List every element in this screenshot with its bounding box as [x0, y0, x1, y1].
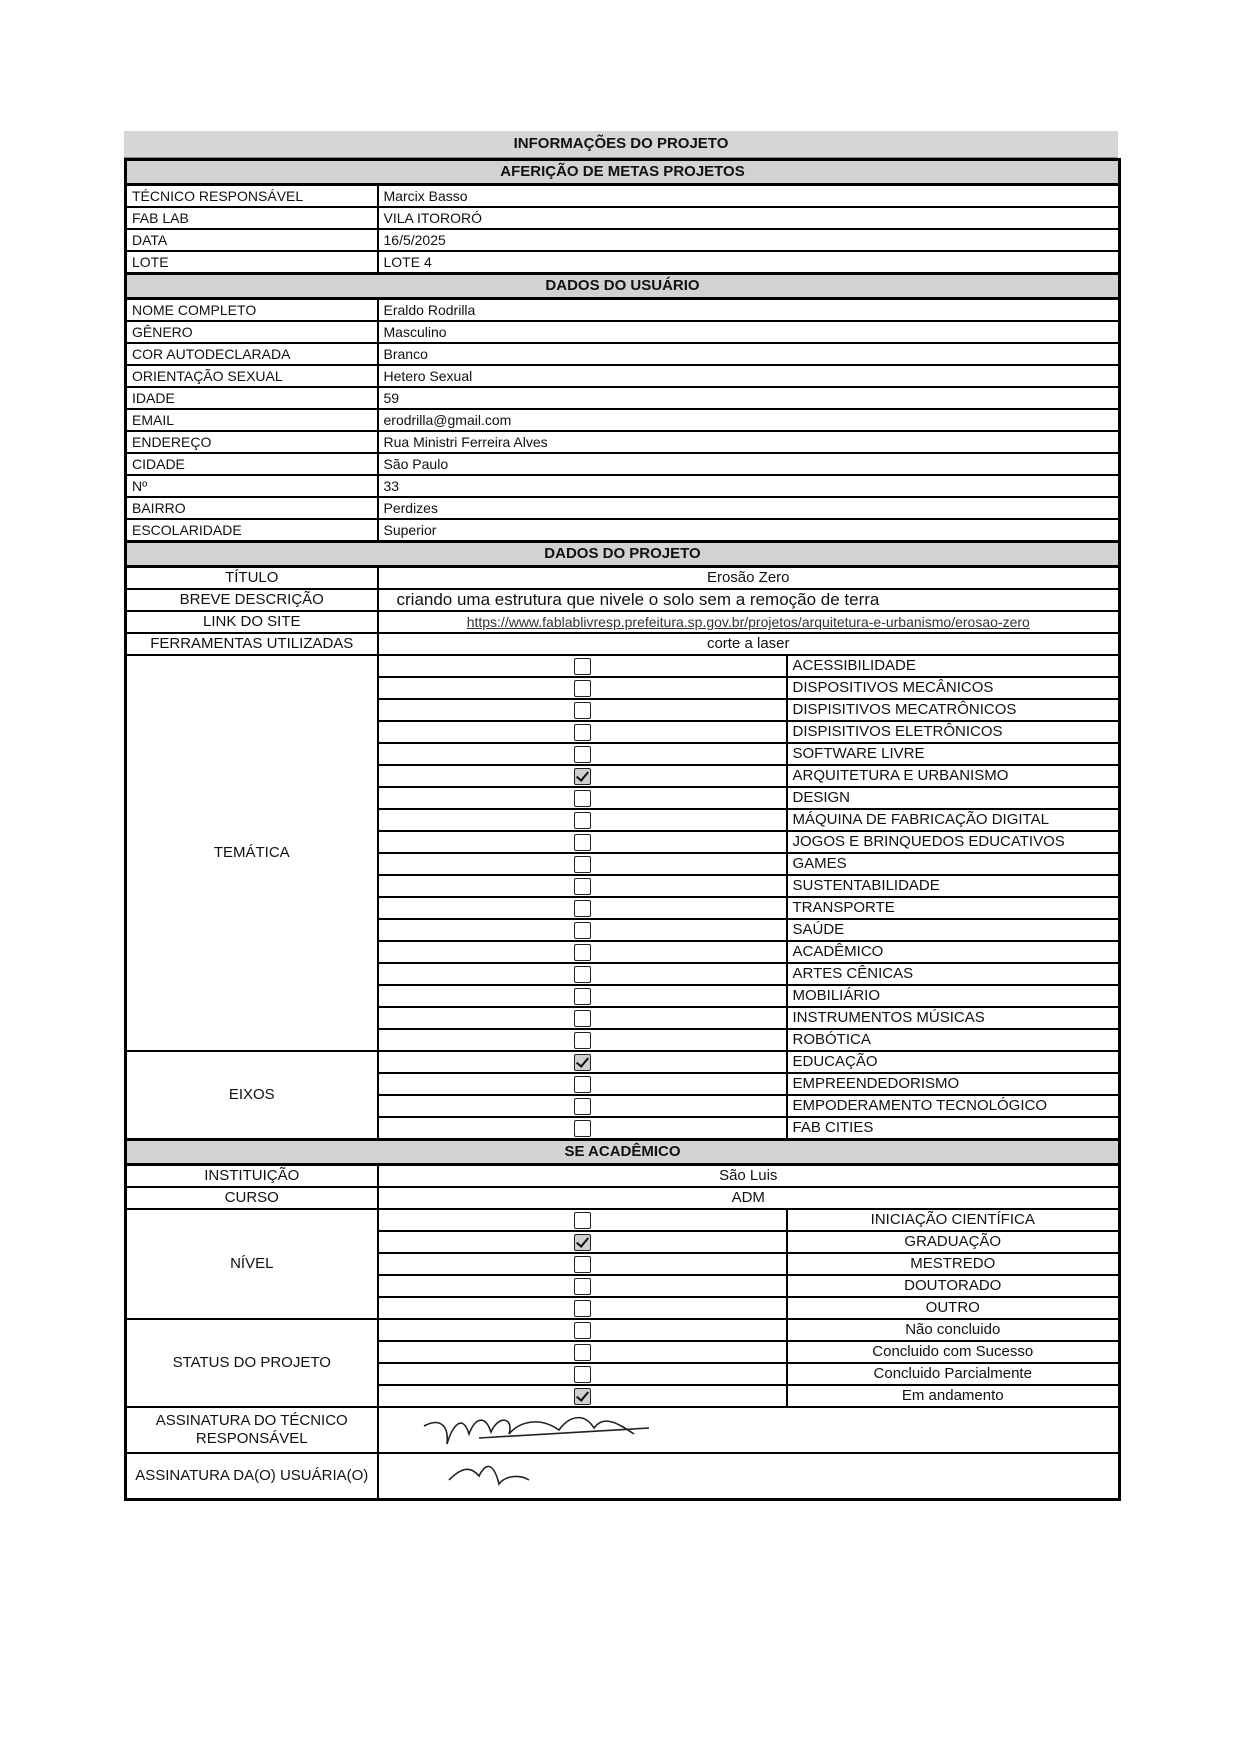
project-info-label: LOTE: [126, 251, 378, 274]
unchecked-checkbox[interactable]: [574, 944, 591, 961]
user-data-label: ESCOLARIDADE: [126, 519, 378, 542]
tematica-option-label: MOBILIÁRIO: [787, 985, 1120, 1007]
user-data-value: erodrilla@gmail.com: [378, 409, 1120, 431]
tematica-option-label: ARQUITETURA E URBANISMO: [787, 765, 1120, 787]
unchecked-checkbox[interactable]: [574, 724, 591, 741]
titulo-label: TÍTULO: [126, 567, 378, 590]
user-data-value: São Paulo: [378, 453, 1120, 475]
user-data-value: 59: [378, 387, 1120, 409]
ferramentas-label: FERRAMENTAS UTILIZADAS: [126, 633, 378, 655]
user-data-label: NOME COMPLETO: [126, 299, 378, 322]
unchecked-checkbox[interactable]: [574, 1278, 591, 1295]
user-data-row: [126, 475, 1120, 497]
form-title: INFORMAÇÕES DO PROJETO: [124, 131, 1118, 158]
project-info-label: TÉCNICO RESPONSÁVEL: [126, 185, 378, 208]
unchecked-checkbox[interactable]: [574, 702, 591, 719]
signature-usuario-label: ASSINATURA DA(O) USUÁRIA(O): [126, 1453, 378, 1500]
tematica-option-label: DESIGN: [787, 787, 1120, 809]
unchecked-checkbox[interactable]: [574, 680, 591, 697]
unchecked-checkbox[interactable]: [574, 1344, 591, 1361]
unchecked-checkbox[interactable]: [574, 834, 591, 851]
project-info-value: VILA ITORORÓ: [378, 207, 1120, 229]
tematica-option-label: TRANSPORTE: [787, 897, 1120, 919]
user-data-value: Eraldo Rodrilla: [378, 299, 1120, 322]
link-site-label: LINK DO SITE: [126, 611, 378, 633]
tematica-checkbox-cell: [378, 941, 787, 963]
tematica-option-label: JOGOS E BRINQUEDOS EDUCATIVOS: [787, 831, 1120, 853]
user-data-label: COR AUTODECLARADA: [126, 343, 378, 365]
project-info-row: [126, 251, 1120, 274]
tematica-checkbox-cell: [378, 721, 787, 743]
user-data-value: Rua Ministri Ferreira Alves: [378, 431, 1120, 453]
project-info-label: DATA: [126, 229, 378, 251]
unchecked-checkbox[interactable]: [574, 1366, 591, 1383]
unchecked-checkbox[interactable]: [574, 1010, 591, 1027]
tematica-checkbox-cell: [378, 809, 787, 831]
status-checkbox-cell: [378, 1385, 787, 1407]
user-data-row: [126, 387, 1120, 409]
unchecked-checkbox[interactable]: [574, 878, 591, 895]
unchecked-checkbox[interactable]: [574, 900, 591, 917]
nivel-option-label: MESTREDO: [787, 1253, 1120, 1275]
nivel-option-label: GRADUAÇÃO: [787, 1231, 1120, 1253]
signature-tecnico-label: ASSINATURA DO TÉCNICO RESPONSÁVEL: [126, 1407, 378, 1453]
tematica-checkbox-cell: [378, 1007, 787, 1029]
eixos-checkbox-cell: [378, 1117, 787, 1140]
tematica-checkbox-cell: [378, 963, 787, 985]
tematica-option-label: ARTES CÊNICAS: [787, 963, 1120, 985]
unchecked-checkbox[interactable]: [574, 812, 591, 829]
status-option-label: Concluido Parcialmente: [787, 1363, 1120, 1385]
section-dados-projeto: DADOS DO PROJETO: [126, 542, 1120, 567]
user-data-row: [126, 431, 1120, 453]
status-checkbox-cell: [378, 1319, 787, 1341]
tematica-checkbox-cell: [378, 677, 787, 699]
status-option-label: Concluido com Sucesso: [787, 1341, 1120, 1363]
tematica-option-label: SOFTWARE LIVRE: [787, 743, 1120, 765]
nivel-checkbox-cell: [378, 1253, 787, 1275]
nivel-option-label: OUTRO: [787, 1297, 1120, 1319]
descricao-label: BREVE DESCRIÇÃO: [126, 589, 378, 611]
tematica-option-label: DISPISITIVOS MECATRÔNICOS: [787, 699, 1120, 721]
user-data-value: Branco: [378, 343, 1120, 365]
user-data-row: [126, 519, 1120, 542]
tematica-checkbox-cell: [378, 765, 787, 787]
tematica-label: TEMÁTICA: [126, 655, 378, 1051]
unchecked-checkbox[interactable]: [574, 1076, 591, 1093]
tematica-option-label: ACESSIBILIDADE: [787, 655, 1120, 677]
eixos-option-label: EMPREENDEDORISMO: [787, 1073, 1120, 1095]
user-data-value: Superior: [378, 519, 1120, 542]
unchecked-checkbox[interactable]: [574, 1212, 591, 1229]
nivel-checkbox-cell: [378, 1275, 787, 1297]
ferramentas-value: corte a laser: [378, 633, 1120, 655]
project-form: [124, 131, 1118, 1501]
status-checkbox-cell: [378, 1341, 787, 1363]
curso-value: ADM: [378, 1187, 1120, 1209]
handwritten-signature: [419, 1407, 679, 1450]
tematica-option-label: MÁQUINA DE FABRICAÇÃO DIGITAL: [787, 809, 1120, 831]
checked-checkbox[interactable]: [574, 1234, 591, 1251]
nivel-checkbox-cell: [378, 1209, 787, 1231]
project-info-value: LOTE 4: [378, 251, 1120, 274]
eixos-checkbox-cell: [378, 1095, 787, 1117]
section-afericao: AFERIÇÃO DE METAS PROJETOS: [126, 160, 1120, 185]
user-data-label: GÊNERO: [126, 321, 378, 343]
tematica-option-label: DISPISITIVOS ELETRÔNICOS: [787, 721, 1120, 743]
tematica-option-label: GAMES: [787, 853, 1120, 875]
user-data-label: EMAIL: [126, 409, 378, 431]
tematica-option-label: ROBÓTICA: [787, 1029, 1120, 1051]
unchecked-checkbox[interactable]: [574, 1120, 591, 1137]
tematica-checkbox-cell: [378, 743, 787, 765]
user-data-label: ENDEREÇO: [126, 431, 378, 453]
user-data-label: ORIENTAÇÃO SEXUAL: [126, 365, 378, 387]
instituicao-label: INSTITUIÇÃO: [126, 1165, 378, 1188]
status-option-label: Não concluido: [787, 1319, 1120, 1341]
nivel-option-label: DOUTORADO: [787, 1275, 1120, 1297]
unchecked-checkbox[interactable]: [574, 1322, 591, 1339]
eixos-checkbox-cell: [378, 1051, 787, 1073]
section-se-academico: SE ACADÊMICO: [126, 1140, 1120, 1165]
user-data-row: [126, 321, 1120, 343]
checked-checkbox[interactable]: [574, 1054, 591, 1071]
unchecked-checkbox[interactable]: [574, 790, 591, 807]
user-data-value: Masculino: [378, 321, 1120, 343]
eixos-checkbox-cell: [378, 1073, 787, 1095]
checked-checkbox[interactable]: [574, 1388, 591, 1405]
project-info-row: [126, 229, 1120, 251]
user-data-label: Nº: [126, 475, 378, 497]
unchecked-checkbox[interactable]: [574, 988, 591, 1005]
tematica-option-label: DISPOSITIVOS MECÂNICOS: [787, 677, 1120, 699]
tematica-option-label: SUSTENTABILIDADE: [787, 875, 1120, 897]
section-dados-usuario: DADOS DO USUÁRIO: [126, 274, 1120, 299]
eixos-option-label: FAB CITIES: [787, 1117, 1120, 1140]
project-info-label: FAB LAB: [126, 207, 378, 229]
unchecked-checkbox[interactable]: [574, 922, 591, 939]
tematica-option-label: SAÚDE: [787, 919, 1120, 941]
user-data-value: 33: [378, 475, 1120, 497]
tematica-checkbox-cell: [378, 985, 787, 1007]
tematica-checkbox-cell: [378, 831, 787, 853]
user-data-row: [126, 365, 1120, 387]
tematica-checkbox-cell: [378, 875, 787, 897]
unchecked-checkbox[interactable]: [574, 1300, 591, 1317]
tematica-checkbox-cell: [378, 787, 787, 809]
user-data-row: [126, 299, 1120, 322]
project-info-row: [126, 185, 1120, 208]
project-info-value: 16/5/2025: [378, 229, 1120, 251]
user-data-label: IDADE: [126, 387, 378, 409]
tematica-checkbox-cell: [378, 1029, 787, 1051]
signature-usuario-field[interactable]: [378, 1453, 1120, 1500]
status-checkbox-cell: [378, 1363, 787, 1385]
tematica-checkbox-cell: [378, 655, 787, 677]
user-data-label: CIDADE: [126, 453, 378, 475]
tematica-checkbox-cell: [378, 853, 787, 875]
tematica-checkbox-cell: [378, 699, 787, 721]
unchecked-checkbox[interactable]: [574, 658, 591, 675]
unchecked-checkbox[interactable]: [574, 856, 591, 873]
nivel-label: NÍVEL: [126, 1209, 378, 1319]
user-data-row: [126, 343, 1120, 365]
unchecked-checkbox[interactable]: [574, 1256, 591, 1273]
nivel-checkbox-cell: [378, 1297, 787, 1319]
handwritten-signature: [419, 1453, 679, 1496]
tematica-checkbox-cell: [378, 919, 787, 941]
tematica-checkbox-cell: [378, 897, 787, 919]
titulo-value: Erosão Zero: [378, 567, 1120, 590]
unchecked-checkbox[interactable]: [574, 966, 591, 983]
eixos-option-label: EMPODERAMENTO TECNOLÓGICO: [787, 1095, 1120, 1117]
unchecked-checkbox[interactable]: [574, 1098, 591, 1115]
project-info-row: [126, 207, 1120, 229]
signature-tecnico-field[interactable]: [378, 1407, 1120, 1453]
descricao-value: criando uma estrutura que nivele o solo sem a remoção de terra: [378, 589, 1120, 611]
nivel-option-label: INICIAÇÃO CIENTÍFICA: [787, 1209, 1120, 1231]
unchecked-checkbox[interactable]: [574, 746, 591, 763]
tematica-option-label: INSTRUMENTOS MÚSICAS: [787, 1007, 1120, 1029]
curso-label: CURSO: [126, 1187, 378, 1209]
project-info-value: Marcix Basso: [378, 185, 1120, 208]
checked-checkbox[interactable]: [574, 768, 591, 785]
form-table: [124, 158, 1121, 1501]
user-data-value: Hetero Sexual: [378, 365, 1120, 387]
tematica-option-label: ACADÊMICO: [787, 941, 1120, 963]
eixos-label: EIXOS: [126, 1051, 378, 1140]
link-site-value: https://www.fablablivresp.prefeitura.sp.gov.br/projetos/arquitetura-e-urbanismo/erosao-zero: [378, 611, 1120, 633]
status-label: STATUS DO PROJETO: [126, 1319, 378, 1407]
instituicao-value: São Luis: [378, 1165, 1120, 1188]
user-data-row: [126, 409, 1120, 431]
user-data-row: [126, 497, 1120, 519]
user-data-label: BAIRRO: [126, 497, 378, 519]
eixos-option-label: EDUCAÇÃO: [787, 1051, 1120, 1073]
nivel-checkbox-cell: [378, 1231, 787, 1253]
user-data-row: [126, 453, 1120, 475]
user-data-value: Perdizes: [378, 497, 1120, 519]
unchecked-checkbox[interactable]: [574, 1032, 591, 1049]
status-option-label: Em andamento: [787, 1385, 1120, 1407]
